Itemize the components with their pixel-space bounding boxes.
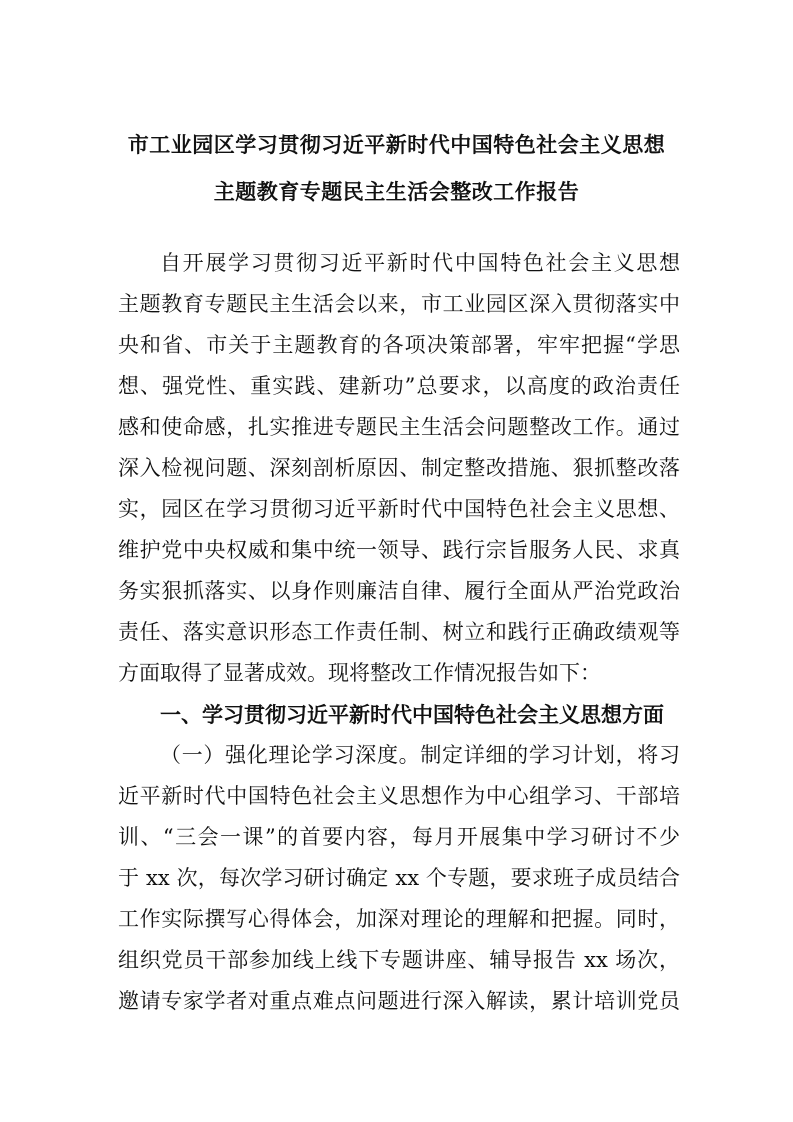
intro-line: 感和使命感，扎实推进专题民主生活会问题整改工作。通过 — [118, 415, 680, 439]
intro-line: 想、强党性、重实践、建新功”总要求，以高度的政治责任 — [118, 374, 680, 398]
section-line: 组织党员干部参加线上线下专题讲座、辅导报告 xx 场次， — [118, 948, 680, 972]
intro-paragraph — [118, 243, 680, 694]
intro-line: 央和省、市关于主题教育的各项决策部署，牢牢把握“学思 — [118, 333, 680, 357]
document-title-line-1: 市工业园区学习贯彻习近平新时代中国特色社会主义思想 — [127, 132, 666, 157]
intro-line: 方面取得了显著成效。现将整改工作情况报告如下： — [118, 661, 601, 685]
section-line: （一）强化理论学习深度。制定详细的学习计划，将习 — [160, 743, 680, 767]
intro-line: 主题教育专题民主生活会以来，市工业园区深入贯彻落实中 — [118, 292, 680, 316]
section-heading: 一、学习贯彻习近平新时代中国特色社会主义思想方面 — [160, 702, 664, 727]
intro-line: 实，园区在学习贯彻习近平新时代中国特色社会主义思想、 — [118, 497, 680, 521]
section-line: 于 xx 次，每次学习研讨确定 xx 个专题，要求班子成员结合 — [118, 866, 680, 890]
section-line: 近平新时代中国特色社会主义思想作为中心组学习、干部培 — [118, 784, 680, 808]
intro-line: 务实狠抓落实、以身作则廉洁自律、履行全面从严治党政治 — [118, 579, 680, 603]
intro-line: 深入检视问题、深刻剖析原因、制定整改措施、狠抓整改落 — [118, 456, 680, 480]
intro-line: 维护党中央权威和集中统一领导、践行宗旨服务人民、求真 — [118, 538, 680, 562]
document-body — [118, 243, 680, 1022]
section-line: 工作实际撰写心得体会，加深对理论的理解和把握。同时， — [118, 907, 680, 931]
section-line: 训、“三会一课”的首要内容，每月开展集中学习研讨不少 — [118, 825, 680, 849]
intro-line: 自开展学习贯彻习近平新时代中国特色社会主义思想 — [160, 251, 680, 275]
document-title-line-2: 主题教育专题民主生活会整改工作报告 — [213, 179, 580, 204]
section-paragraph — [118, 735, 680, 1022]
intro-line: 责任、落实意识形态工作责任制、树立和践行正确政绩观等 — [118, 620, 680, 644]
section-line: 邀请专家学者对重点难点问题进行深入解读，累计培训党员 — [118, 989, 680, 1013]
